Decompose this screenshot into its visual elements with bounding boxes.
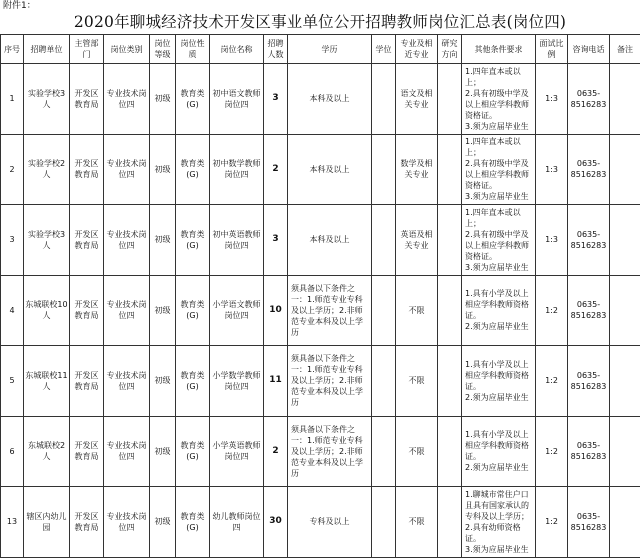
row-number: 6 (1, 416, 24, 487)
table-row (1, 64, 640, 135)
research-cell (438, 416, 462, 487)
employer-cell: 东城联校10人 (24, 275, 70, 346)
degree-cell (372, 205, 396, 276)
hire-count-cell: 3 (264, 205, 288, 276)
major-cell: 不限 (396, 346, 438, 417)
col-header: 咨询电话 (568, 35, 610, 64)
col-header: 招聘单位 (24, 35, 70, 64)
col-header: 岗位性质 (176, 35, 210, 64)
remark-cell (610, 134, 640, 205)
requirement-line: 2.具有初级中学及以上相应学科教师资格证。 (465, 159, 529, 191)
other-requirements-cell (462, 416, 536, 487)
col-header: 研究方向 (438, 35, 462, 64)
requirement-line: 1.四年直本或以上； (465, 207, 521, 228)
other-requirements-cell (462, 346, 536, 417)
education-cell: 本科及以上 (288, 64, 372, 135)
major-cell: 语文及相关专业 (396, 64, 438, 135)
post-name-cell: 小学语文教师岗位四 (210, 275, 264, 346)
education-cell: 本科及以上 (288, 205, 372, 276)
post-level-cell: 初级 (150, 487, 176, 558)
row-number: 1 (1, 64, 24, 135)
post-category-cell: 专业技术岗位四 (104, 346, 150, 417)
major-cell: 不限 (396, 416, 438, 487)
requirement-line: 1.四年直本或以上； (465, 66, 521, 87)
phone-cell: 0635-8516283 (568, 64, 610, 135)
major-cell: 不限 (396, 487, 438, 558)
department-cell: 开发区教育局 (70, 346, 104, 417)
requirement-line: 3.须为应届毕业生 (465, 544, 529, 554)
row-number: 2 (1, 134, 24, 205)
requirement-line: 2.须为应届毕业生 (465, 322, 529, 332)
education-cell: 本科及以上 (288, 134, 372, 205)
requirement-line: 1.四年直本或以上； (465, 137, 521, 158)
degree-cell (372, 275, 396, 346)
research-cell (438, 64, 462, 135)
col-header: 其他条件要求 (462, 35, 536, 64)
requirement-line: 1.具有小学及以上相应学科教师资格证。 (465, 430, 529, 462)
positions-table (0, 34, 640, 558)
post-level-cell: 初级 (150, 275, 176, 346)
row-number: 5 (1, 346, 24, 417)
department-cell: 开发区教育局 (70, 275, 104, 346)
phone-cell: 0635-8516283 (568, 487, 610, 558)
post-level-cell: 初级 (150, 205, 176, 276)
requirement-line: 2.具有初级中学及以上相应学科教师资格证。 (465, 229, 529, 261)
post-category-cell: 专业技术岗位四 (104, 416, 150, 487)
phone-cell: 0635-8516283 (568, 416, 610, 487)
employer-cell: 辖区内幼儿园 (24, 487, 70, 558)
education-cell: 须具备以下条件之一：1.师范专业专科及以上学历；2.非师范专业本科及以上学历 (288, 275, 372, 346)
row-number: 13 (1, 487, 24, 558)
interview-ratio-cell: 1:3 (536, 64, 568, 135)
major-cell: 英语及相关专业 (396, 205, 438, 276)
col-header: 岗位名称 (210, 35, 264, 64)
table-row (1, 416, 640, 487)
interview-ratio-cell: 1:2 (536, 416, 568, 487)
research-cell (438, 275, 462, 346)
employer-cell: 实验学校2人 (24, 134, 70, 205)
page-title: 2020年聊城经济技术开发区事业单位公开招聘教师岗位汇总表(岗位四) (73, 13, 567, 31)
requirement-line: 3.须为应届毕业生 (465, 192, 529, 202)
department-cell: 开发区教育局 (70, 205, 104, 276)
research-cell (438, 346, 462, 417)
degree-cell (372, 416, 396, 487)
col-header: 专业及相近专业 (396, 35, 438, 64)
department-cell: 开发区教育局 (70, 134, 104, 205)
table-row (1, 134, 640, 205)
employer-cell: 实验学校3人 (24, 205, 70, 276)
col-header: 招聘人数 (264, 35, 288, 64)
table-row (1, 205, 640, 276)
requirement-line: 2.须为应届毕业生 (465, 392, 529, 402)
post-category-cell: 专业技术岗位四 (104, 64, 150, 135)
research-cell (438, 134, 462, 205)
other-requirements-cell (462, 205, 536, 276)
post-category-cell: 专业技术岗位四 (104, 275, 150, 346)
post-nature-cell: 教育类(G) (176, 275, 210, 346)
research-cell (438, 487, 462, 558)
col-header: 学历 (288, 35, 372, 64)
post-name-cell: 小学英语教师岗位四 (210, 416, 264, 487)
col-header: 备注 (610, 35, 640, 64)
post-category-cell: 专业技术岗位四 (104, 134, 150, 205)
table-row (1, 487, 640, 558)
requirement-line: 2.具有初级中学及以上相应学科教师资格证。 (465, 88, 529, 120)
employer-cell: 东城联校2人 (24, 416, 70, 487)
phone-cell: 0635-8516283 (568, 134, 610, 205)
interview-ratio-cell: 1:3 (536, 205, 568, 276)
interview-ratio-cell: 1:3 (536, 134, 568, 205)
table-row (1, 275, 640, 346)
hire-count-cell: 2 (264, 134, 288, 205)
education-cell: 须具备以下条件之一：1.师范专业专科及以上学历；2.非师范专业本科及以上学历 (288, 416, 372, 487)
remark-cell (610, 346, 640, 417)
employer-cell: 东城联校11人 (24, 346, 70, 417)
employer-cell: 实验学校3人 (24, 64, 70, 135)
col-header: 面试比例 (536, 35, 568, 64)
col-header: 序号 (1, 35, 24, 64)
post-nature-cell: 教育类(G) (176, 134, 210, 205)
requirement-line: 1.具有小学及以上相应学科教师资格证。 (465, 359, 529, 391)
interview-ratio-cell: 1:2 (536, 346, 568, 417)
post-level-cell: 初级 (150, 416, 176, 487)
remark-cell (610, 416, 640, 487)
hire-count-cell: 3 (264, 64, 288, 135)
col-header: 岗位等级 (150, 35, 176, 64)
degree-cell (372, 134, 396, 205)
post-level-cell: 初级 (150, 346, 176, 417)
department-cell: 开发区教育局 (70, 64, 104, 135)
col-header: 岗位类别 (104, 35, 150, 64)
post-name-cell: 幼儿教师岗位四 (210, 487, 264, 558)
requirement-line: 2.具有幼师资格证。 (465, 522, 521, 543)
interview-ratio-cell: 1:2 (536, 275, 568, 346)
degree-cell (372, 487, 396, 558)
phone-cell: 0635-8516283 (568, 346, 610, 417)
remark-cell (610, 275, 640, 346)
row-number: 3 (1, 205, 24, 276)
interview-ratio-cell: 1:2 (536, 487, 568, 558)
post-nature-cell: 教育类(G) (176, 64, 210, 135)
department-cell: 开发区教育局 (70, 487, 104, 558)
major-cell: 不限 (396, 275, 438, 346)
major-cell: 数学及相关专业 (396, 134, 438, 205)
requirement-line: 3.须为应届毕业生 (465, 262, 529, 272)
post-nature-cell: 教育类(G) (176, 487, 210, 558)
post-nature-cell: 教育类(G) (176, 205, 210, 276)
header-row (1, 35, 640, 64)
education-cell: 须具备以下条件之一：1.师范专业专科及以上学历；2.非师范专业本科及以上学历 (288, 346, 372, 417)
annex-label: 附件1： (3, 1, 36, 11)
col-header: 学位 (372, 35, 396, 64)
hire-count-cell: 2 (264, 416, 288, 487)
requirement-line: 3.须为应届毕业生 (465, 121, 529, 131)
hire-count-cell: 11 (264, 346, 288, 417)
other-requirements-cell (462, 134, 536, 205)
post-level-cell: 初级 (150, 64, 176, 135)
post-name-cell: 初中语文教师岗位四 (210, 64, 264, 135)
post-name-cell: 初中数学教师岗位四 (210, 134, 264, 205)
post-category-cell: 专业技术岗位四 (104, 487, 150, 558)
post-category-cell: 专业技术岗位四 (104, 205, 150, 276)
other-requirements-cell (462, 487, 536, 558)
research-cell (438, 205, 462, 276)
requirement-line: 1.具有小学及以上相应学科教师资格证。 (465, 289, 529, 321)
other-requirements-cell (462, 64, 536, 135)
degree-cell (372, 64, 396, 135)
col-header: 主管部门 (70, 35, 104, 64)
remark-cell (610, 205, 640, 276)
remark-cell (610, 487, 640, 558)
degree-cell (372, 346, 396, 417)
post-level-cell: 初级 (150, 134, 176, 205)
post-name-cell: 小学数学教师岗位四 (210, 346, 264, 417)
post-name-cell: 初中英语教师岗位四 (210, 205, 264, 276)
row-number: 4 (1, 275, 24, 346)
requirement-line: 2.须为应届毕业生 (465, 463, 529, 473)
other-requirements-cell (462, 275, 536, 346)
post-nature-cell: 教育类(G) (176, 416, 210, 487)
hire-count-cell: 30 (264, 487, 288, 558)
department-cell: 开发区教育局 (70, 416, 104, 487)
education-cell: 专科及以上 (288, 487, 372, 558)
phone-cell: 0635-8516283 (568, 275, 610, 346)
remark-cell (610, 64, 640, 135)
requirement-line: 1.聊城市常住户口且具有国家承认的专科及以上学历； (465, 489, 529, 521)
post-nature-cell: 教育类(G) (176, 346, 210, 417)
hire-count-cell: 10 (264, 275, 288, 346)
table-row (1, 346, 640, 417)
phone-cell: 0635-8516283 (568, 205, 610, 276)
